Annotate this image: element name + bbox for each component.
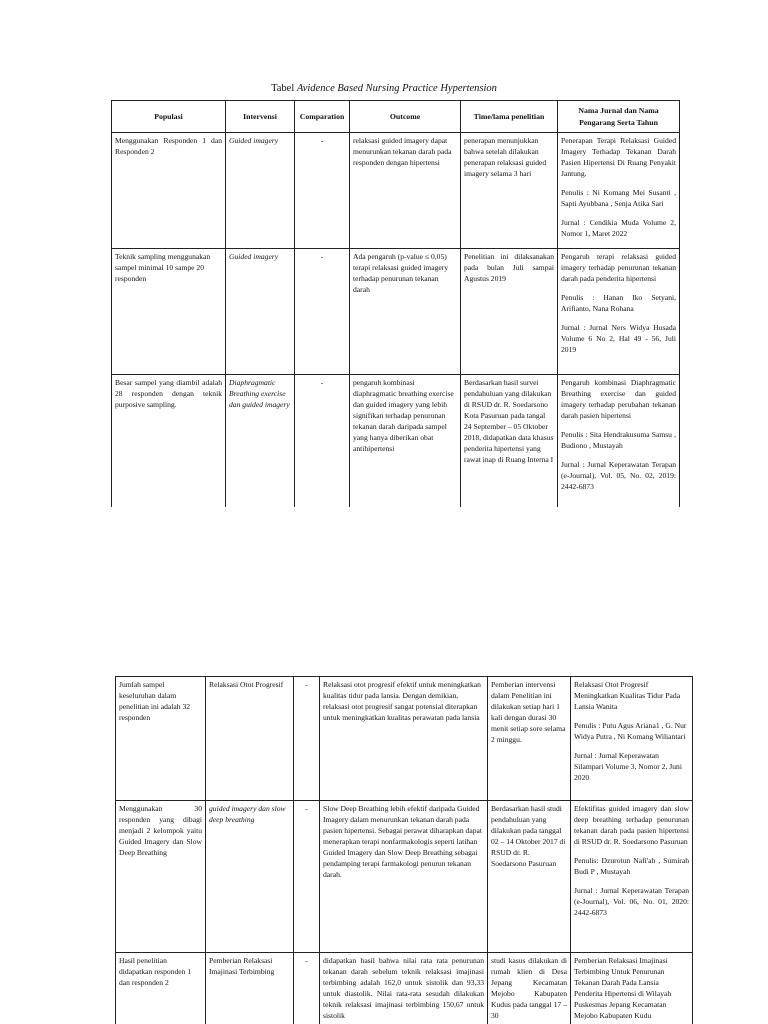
jurnal-info: Jurnal : Jurnal Keperawatan Terapan (e-Journal), Vol. 06, No. 01, 2020: 2442-6873 <box>574 886 689 917</box>
jurnal-title: Pemberian Relaksasi Imajinasi Terbimbing Untuk Penurunan Tekanan Darah Pada Lansia Penderita Hipertensi di Wilayah Puskesmas Jepang Kecamatan Mejobo Kabupaten Kudu <box>574 956 672 1020</box>
cell-comparation: - <box>295 375 350 508</box>
jurnal-info: Jurnal : Jurnal Keperawatan Silampari Volume 3, Nomor 2, Juni 2020 <box>574 751 682 782</box>
jurnal-title: Pengaruh kombinasi Diaphragmatic Breathing exercise dan guided imagery terhadap perubahan tekanan darah pasien hipertensi <box>561 378 676 420</box>
cell-populasi: Jumlah sampel keseluruhan dalam penelitian ini adalah 32 responden <box>116 677 206 801</box>
cell-time: Penelitian ini dilaksanakan pada bulan Juli sampai Agustus 2019 <box>461 249 558 375</box>
jurnal-penulis: Penulis : Ni Komang Mei Susanti , Sapti Ayubbana , Senja Atika Sari <box>561 188 676 208</box>
jurnal-penulis: Penulis: Dzurotun Nafi'ah , Sumirah Budi P , Mustayah <box>574 856 689 876</box>
cell-jurnal <box>571 801 693 953</box>
cell-time: Berdasarkan hasil survei pendahuluan yang dilakukan di RSUD dr. R. Soedarsono Kota Pasuruan pada tangal 24 September – 05 Oktober 2018, didapatkan data khasus penderita hipertensi yang rawat inap di Ruang Interna I <box>461 375 558 508</box>
cell-time: Pemberian intervensi dalam Penelitian ini dilakukan setiap hari 1 kali dengan durasi 30 menit setiap sore selama 2 minggu. <box>488 677 571 801</box>
cell-populasi: Menggunakan Responden 1 dan Responden 2 <box>112 133 226 249</box>
cell-populasi: Menggunakan 30 responden yang dibagi menjadi 2 kelompok yaitu Guided Imagery dan Slow Deep Breathing <box>116 801 206 953</box>
table-title: Tabel Avidence Based Nursing Practice Hypertension <box>271 83 497 94</box>
cell-populasi: Hasil penelitian didapatkan responden 1 dan responden 2 <box>116 953 206 1024</box>
cell-comparation: - <box>294 801 320 953</box>
cell-outcome: Relaksasi otot progresif efektif untuk meningkatkan kualitas tidur pada lansia. Dengan demikian, relaksasi otot progresif sangat potensial diterapkan untuk meningkatkan kualitas perawatan pada lansia <box>320 677 488 801</box>
table-row <box>116 953 693 1024</box>
header-time: Time/lama penelitian <box>461 101 558 133</box>
cell-intervensi: Relaksasi Otot Progresif <box>206 677 294 801</box>
cell-comparation: - <box>295 249 350 375</box>
jurnal-info: Jurnal : Cendikia Muda Volume 2, Nomor 1, Maret 2022 <box>561 218 676 238</box>
cell-populasi: Besar sampel yang diambil adalah 28 responden dengan teknik purposive sampling. <box>112 375 226 508</box>
cell-comparation: - <box>294 953 320 1024</box>
cell-outcome: pengaruh kombinasi diaphragmatic breathing exercise dan guided imagery yang lebih signifikan terhadap penurunan tekanan darah daripada sampel yang hanya diberikan obat antihipertensi <box>350 375 461 508</box>
cell-intervensi: Guided imagery <box>226 249 295 375</box>
cell-intervensi: Diaphragmatic Breathing exercise dan guided imagery <box>226 375 295 508</box>
cell-outcome: didapatkan hasil bahwa nilai rata rata penurunan tekanan darah sebelum teknik relaksasi imajinasi terbimbing adalah 162,0 untuk sistolik dan 93,33 untuk diastolik. Nilai rata-rata sesudah dilakukan teknik relaksasi imajinasi terbimbing 150,67 untuk sistolik <box>320 953 488 1024</box>
jurnal-title: Relaksasi Otot Progresif Meningkatkan Kualitas Tidur Pada Lansia Wanita <box>574 680 681 711</box>
cell-time: studi kasus dilakukan di rumah klien di Desa Jepang Kecamatan Mejobo Kabupaten Kudus pada tanggal 17 – 30 <box>488 953 571 1024</box>
cell-intervensi: Guided imagery <box>226 133 295 249</box>
cell-time: Berdasarkan hasil studi pendahuluan yang dilakukan pada tanggal 02 – 14 Oktober 2017 di RSUD dr. R. Soedarsono Pasuruan <box>488 801 571 953</box>
header-intervensi: Intervensi <box>226 101 295 133</box>
jurnal-title: Pengaruh terapi relaksasi guided imagery terhadap penurunan tekanan darah pada penderita hipertensi <box>561 252 676 283</box>
cell-intervensi: guided imagery dan slow deep breathing <box>206 801 294 953</box>
jurnal-title: Penerapan Terapi Relaksasi Guided Imagery Terhadap Tekanan Darah Pasien Hipertensi Di Ruang Penyakit Jantung. <box>561 136 676 178</box>
jurnal-title: Efektifitas guided imagery dan slow deep breathing terhadap penurunan tekanan darah pada pasien hipertensi di RSUD dr. R. Soedarsono Pasuruan <box>574 804 689 846</box>
jurnal-penulis: Penulis : Putu Agus Ariana1 , G. Nur Widya Putra , Ni Komang Wiliantari <box>574 721 687 741</box>
table-row <box>116 677 693 801</box>
cell-outcome: Ada pengaruh (p-value ≤ 0,05) terapi relaksasi guided imagery terhadap penurunan tekanan darah <box>350 249 461 375</box>
header-comparation: Comparation <box>295 101 350 133</box>
cell-jurnal <box>571 677 693 801</box>
table-row <box>116 801 693 953</box>
evidence-table-2 <box>115 676 693 1024</box>
cell-comparation: - <box>295 133 350 249</box>
jurnal-penulis: Penulis : Sita Hendrakusuma Samsu , Budiono , Mustayah <box>561 430 676 450</box>
jurnal-penulis: Penulis : Hanan Iko Setyani, Arifianto, Nana Rohana <box>561 293 676 313</box>
jurnal-info: Jurnal : Jurnal Keperawatan Terapan (e-Journal), Vol. 05, No. 02, 2019: 2442-6873 <box>561 460 676 491</box>
header-jurnal: Nama Jurnal dan Nama Pengarang Serta Tahun <box>558 101 680 133</box>
cell-outcome: Slow Deep Breathing lebih efektif daripada Guided Imagery dalam menurunkan tekanan darah pada pasien hipertensi. Sebagai perawat diharapkan dapat menerapkan terapi nonfarmakologis seperti latihan Guided Imagery dan Slow Deep Breathing sebagai pendamping terapi farmakologi penurun tekanan darah. <box>320 801 488 953</box>
cell-jurnal <box>571 953 693 1024</box>
header-populasi: Populasi <box>112 101 226 133</box>
header-outcome: Outcome <box>350 101 461 133</box>
cell-comparation: - <box>294 677 320 801</box>
cell-time: penerapan menunjukkan bahwa setelah dilakukan penerapan relaksasi guided imagery selama 3 hari <box>461 133 558 249</box>
cell-outcome: relaksasi guided imagery dapat menurunkan tekanan darah pada responden dengan hipertensi <box>350 133 461 249</box>
jurnal-info: Jurnal : Jurnal Ners Widya Husada Volume 6 No 2, Hal 49 - 56, Juli 2019 <box>561 323 676 354</box>
cell-intervensi: Pemberian Relaksasi Imajinasi Terbimbing <box>206 953 294 1024</box>
cell-populasi: Teknik sampling menggunakan sampel minimal 10 sampe 20 responden <box>112 249 226 375</box>
